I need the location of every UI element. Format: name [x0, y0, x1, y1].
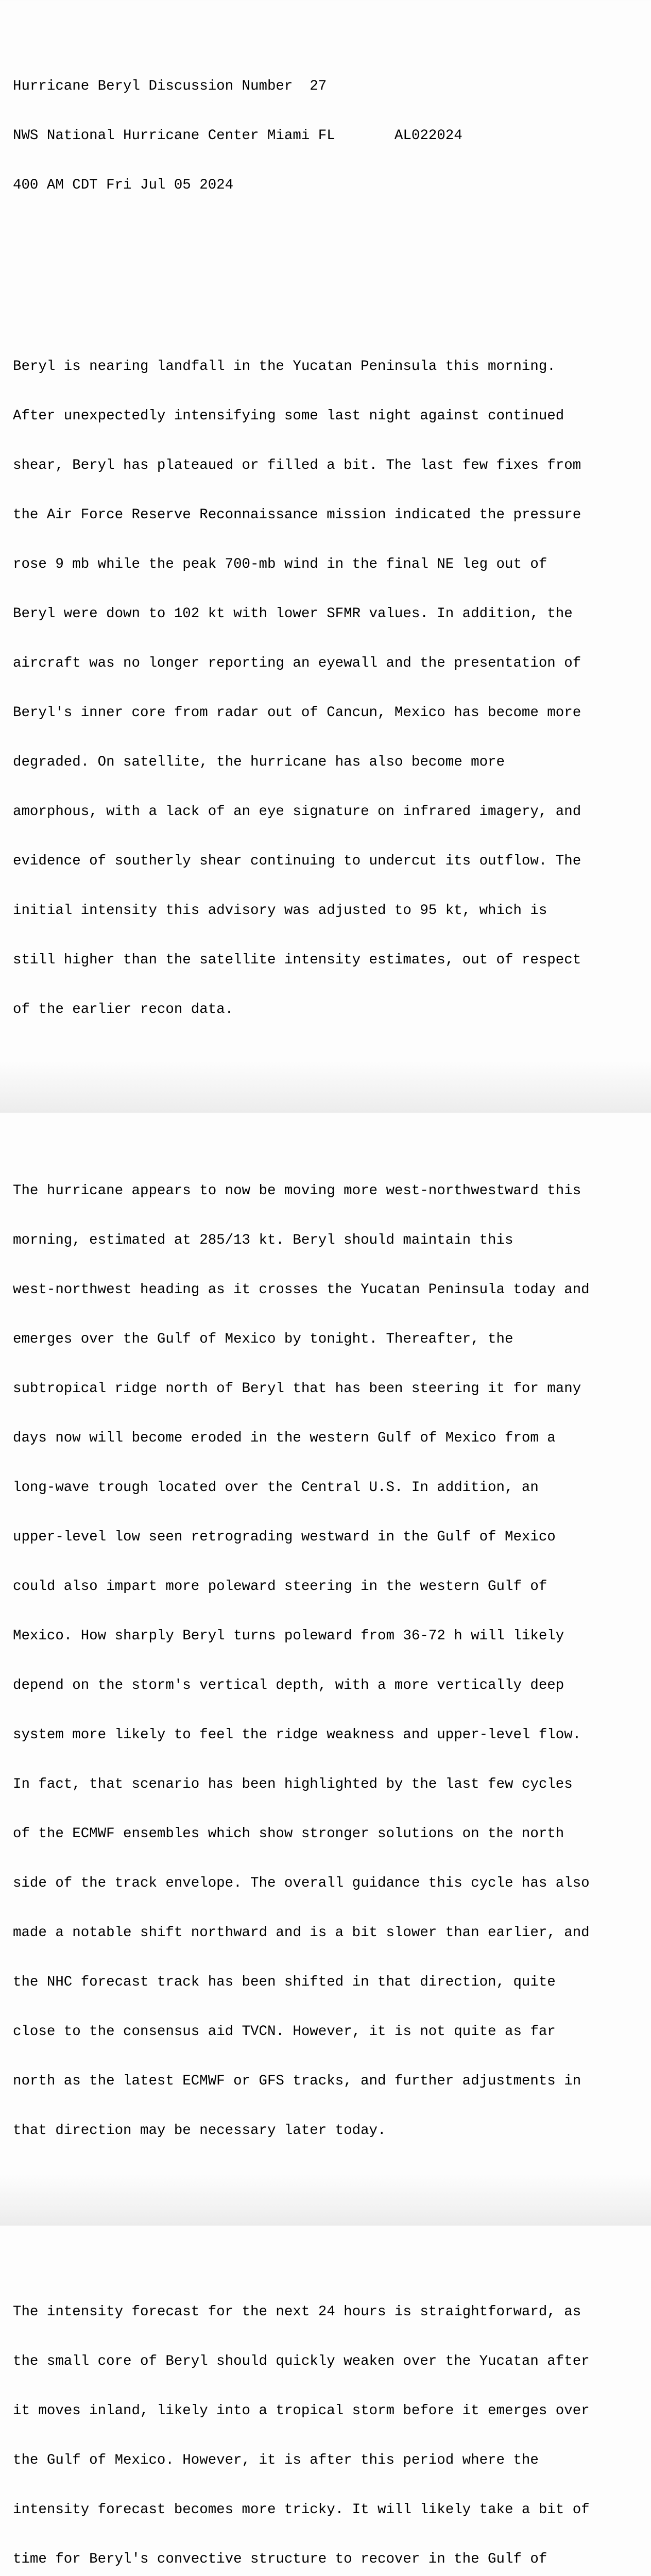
paragraph-spacer [13, 2205, 590, 2222]
text-line: morning, estimated at 285/13 kt. Beryl should maintain this [13, 1232, 513, 1248]
text-line: emerges over the Gulf of Mexico by tonight. Thereafter, the [13, 1331, 513, 1347]
paragraph-intensity-forecast [13, 2271, 590, 2576]
text-line: The hurricane appears to now be moving more west-northwestward this [13, 1183, 581, 1199]
text-line: west-northwest heading as it crosses the Yucatan Peninsula today and [13, 1282, 590, 1298]
text-line: Beryl's inner core from radar out of Cancun, Mexico has become more [13, 705, 581, 721]
discussion-document [13, 12, 590, 2576]
text-line: rose 9 mb while the peak 700-mb wind in the final NE leg out of [13, 556, 547, 572]
text-line: In fact, that scenario has been highlighted by the last few cycles [13, 1776, 573, 1792]
text-line: After unexpectedly intensifying some last night against continued [13, 408, 564, 424]
text-line: long-wave trough located over the Central U.S. In addition, an [13, 1480, 539, 1496]
text-line: close to the consensus aid TVCN. However, it is not quite as far [13, 2024, 556, 2040]
text-line: degraded. On satellite, the hurricane has also become more [13, 754, 505, 770]
text-line: intensity forecast becomes more tricky. It will likely take a bit of [13, 2502, 590, 2518]
text-line: upper-level low seen retrograding westward in the Gulf of Mexico [13, 1529, 556, 1545]
paragraph-spacer [13, 260, 590, 276]
text-line: could also impart more poleward steering in the western Gulf of [13, 1579, 547, 1595]
text-line: still higher than the satellite intensity estimates, out of respect [13, 952, 581, 968]
paragraph-current-status [13, 326, 590, 1051]
text-line: subtropical ridge north of Beryl that has been steering it for many [13, 1381, 581, 1397]
text-line: time for Beryl's convective structure to recover in the Gulf of [13, 2551, 547, 2567]
text-line: that direction may be necessary later today. [13, 2123, 386, 2139]
text-line: it moves inland, likely into a tropical storm before it emerges over [13, 2403, 590, 2419]
text-line: made a notable shift northward and is a bit slower than earlier, and [13, 1925, 590, 1941]
paragraph-spacer [13, 1084, 590, 1100]
paragraph-track-forecast [13, 1150, 590, 2172]
text-line: aircraft was no longer reporting an eyewall and the presentation of [13, 655, 581, 671]
text-line: amorphous, with a lack of an eye signature on infrared imagery, and [13, 804, 581, 820]
text-line: the small core of Beryl should quickly weaken over the Yucatan after [13, 2353, 590, 2369]
text-line: the Gulf of Mexico. However, it is after this period where the [13, 2452, 539, 2468]
text-line: Beryl were down to 102 kt with lower SFMR values. In addition, the [13, 606, 573, 622]
text-line: Beryl is nearing landfall in the Yucatan Peninsula this morning. [13, 359, 556, 375]
text-line: shear, Beryl has plateaued or filled a bit. The last few fixes from [13, 457, 581, 473]
text-line: the Air Force Reserve Reconnaissance mission indicated the pressure [13, 507, 581, 523]
text-line: system more likely to feel the ridge weakness and upper-level flow. [13, 1727, 581, 1743]
text-line: north as the latest ECMWF or GFS tracks, and further adjustments in [13, 2073, 581, 2089]
text-line: days now will become eroded in the western Gulf of Mexico from a [13, 1430, 556, 1446]
text-line: evidence of southerly shear continuing to undercut its outflow. The [13, 853, 581, 869]
text-line: depend on the storm's vertical depth, with a more vertically deep [13, 1677, 564, 1693]
text-line: Mexico. How sharply Beryl turns poleward from 36-72 h will likely [13, 1628, 564, 1644]
issuing-office: NWS National Hurricane Center Miami FL AL022024 [13, 128, 462, 144]
text-line: The intensity forecast for the next 24 hours is straightforward, as [13, 2304, 581, 2320]
text-line: side of the track envelope. The overall guidance this cycle has also [13, 1875, 590, 1891]
discussion-title: Hurricane Beryl Discussion Number 27 [13, 78, 327, 94]
text-line: initial intensity this advisory was adjusted to 95 kt, which is [13, 903, 547, 919]
text-line: the NHC forecast track has been shifted in that direction, quite [13, 1974, 556, 1990]
discussion-header [13, 45, 590, 227]
text-line: of the ECMWF ensembles which show stronger solutions on the north [13, 1826, 564, 1842]
issue-time: 400 AM CDT Fri Jul 05 2024 [13, 177, 234, 193]
text-line: of the earlier recon data. [13, 1002, 234, 1018]
